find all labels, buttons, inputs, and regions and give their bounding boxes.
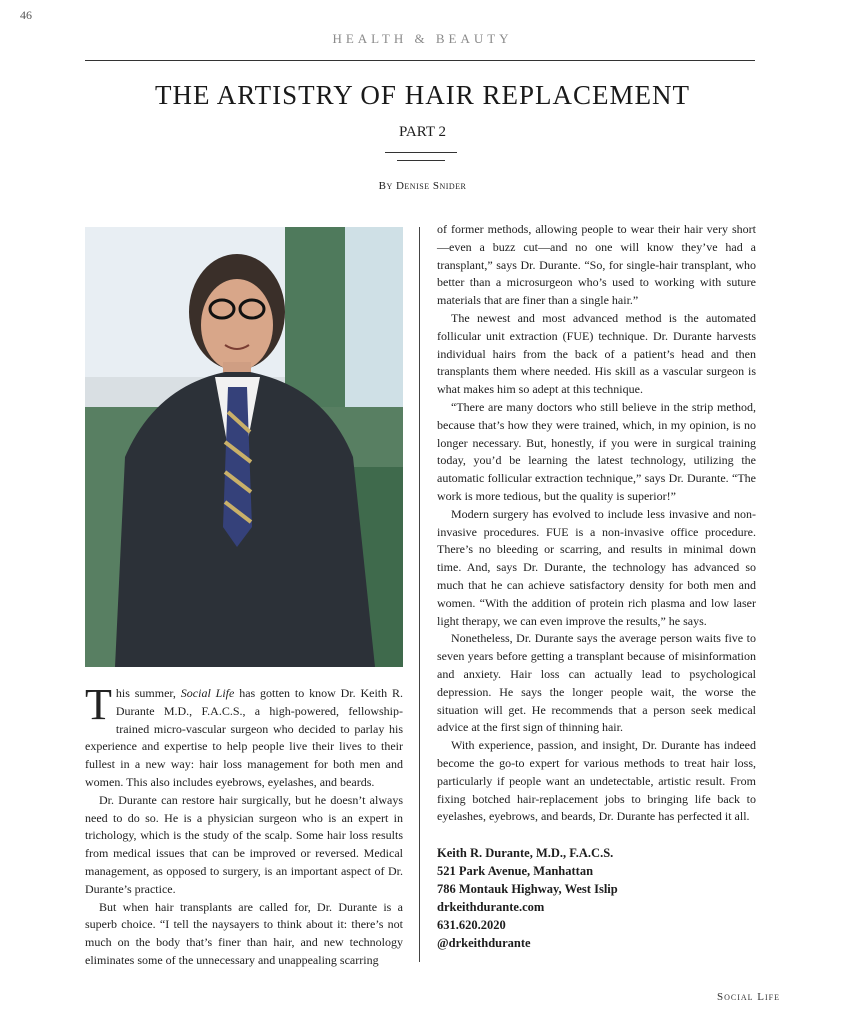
contact-block <box>437 844 756 952</box>
right-column <box>437 221 756 952</box>
paragraph: The newest and most advanced method is the automated follicular unit extraction (FUE) technique. Dr. Durante harvests individual hairs from the back of a patient’s head and then transplants them where needed. His skill as a vascular surgeon is what makes him so adept at this technique. <box>437 310 756 397</box>
contact-phone: 631.620.2020 <box>437 918 506 933</box>
byline: By Denise Snider <box>378 180 467 192</box>
intro-text-end: has gotten to know Dr. Keith R. Durante M.D., F.A.C.S., a high-powered, fellowship-trained micro-vascular surgeon who decided to parlay his experience and expertise to help people live their lives to their fullest in a new way: hair loss management for both men and women. This also includes eyebrows, eyelashes, and beards. <box>85 686 403 789</box>
paragraph: But when hair transplants are called for, Dr. Durante is a superb choice. “I tell the naysayers to think about it: there’s not much on the body that’s finer than hair, and new technology eliminates some of the unnecessary and unappealing scarring <box>85 899 403 967</box>
paragraph: of former methods, allowing people to wear their hair very short—even a buzz cut—and no one will know they’ve had a transplant,” says Dr. Durante. “So, for single-hair transplant, who better than a microsurgeon who’s used to working with suture materials that are finer than a single hair.” <box>437 222 756 308</box>
column-divider <box>419 227 420 962</box>
contact-name: Keith R. Durante, M.D., F.A.C.S. <box>437 846 614 861</box>
left-column <box>85 680 403 970</box>
paragraph: “There are many doctors who still believe in the strip method, because that’s how they were trained, which, in my opinion, is no longer necessary. But, honestly, if you were in surgical training today, you’d be learning the latest technology, utilizing the automatic follicular extraction technique,” says Dr. Durante. “The work is more tedious, but the quality is superior!” <box>437 399 756 503</box>
subtitle-rule-bottom <box>397 160 445 161</box>
drop-cap: T <box>85 680 112 729</box>
contact-address: 521 Park Avenue, Manhattan <box>437 864 594 879</box>
section-label: HEALTH & BEAUTY <box>332 31 513 46</box>
contact-website: drkeithdurante.com <box>437 900 545 915</box>
publication-name: Social Life <box>180 686 235 700</box>
paragraph: With experience, passion, and insight, Dr. Durante has indeed become the go-to expert for various methods to treat hair loss, particularly if people want an undetectable, artistic result. From fixing botched hair-replacement jobs to bringing life back to eyelashes, eyebrows, and beards, Dr. Durante has perfected it all. <box>437 738 756 824</box>
paragraph-intro <box>85 680 403 792</box>
footer-brand: Social Life <box>716 991 780 1003</box>
intro-text-start: his summer, <box>115 686 181 700</box>
contact-address: 786 Montauk Highway, West Islip <box>437 882 618 897</box>
contact-social: @drkeithdurante <box>437 936 531 951</box>
portrait-photo <box>85 227 403 667</box>
page-number: 46 <box>20 8 32 22</box>
paragraph: Nonetheless, Dr. Durante says the average person waits five to seven years before getting a transplant because of misinformation and anxiety. Hair loss can actually lead to psychological depression. He says the longer people wait, the worse the situation will get. He recommends that a person seek medical advice at the first sign of thinning hair. <box>437 631 756 735</box>
article-title: THE ARTISTRY OF HAIR REPLACEMENT <box>155 80 690 110</box>
paragraph: Dr. Durante can restore hair surgically, but he doesn’t always need to do so. He is a physician surgeon who is an expert in trichology, which is the study of the scalp. Some hair loss results from medical issues that can be improved or reversed. Medical management, as opposed to surgery, is an important aspect of Dr. Durante’s practice. <box>85 792 403 896</box>
subtitle-rule-top <box>385 152 457 153</box>
paragraph: Modern surgery has evolved to include less invasive and non-invasive procedures. FUE is a non-invasive office procedure. There’s no bleeding or scarring, and results in minimal down time. And, says Dr. Durante, the technology has advanced so much that he can achieve satisfactory density for both men and women. “With the addition of protein rich plasma and low laser light therapy, we can even improve the results,” he says. <box>437 506 756 628</box>
header-divider <box>85 60 755 61</box>
article-subtitle: PART 2 <box>398 124 447 140</box>
